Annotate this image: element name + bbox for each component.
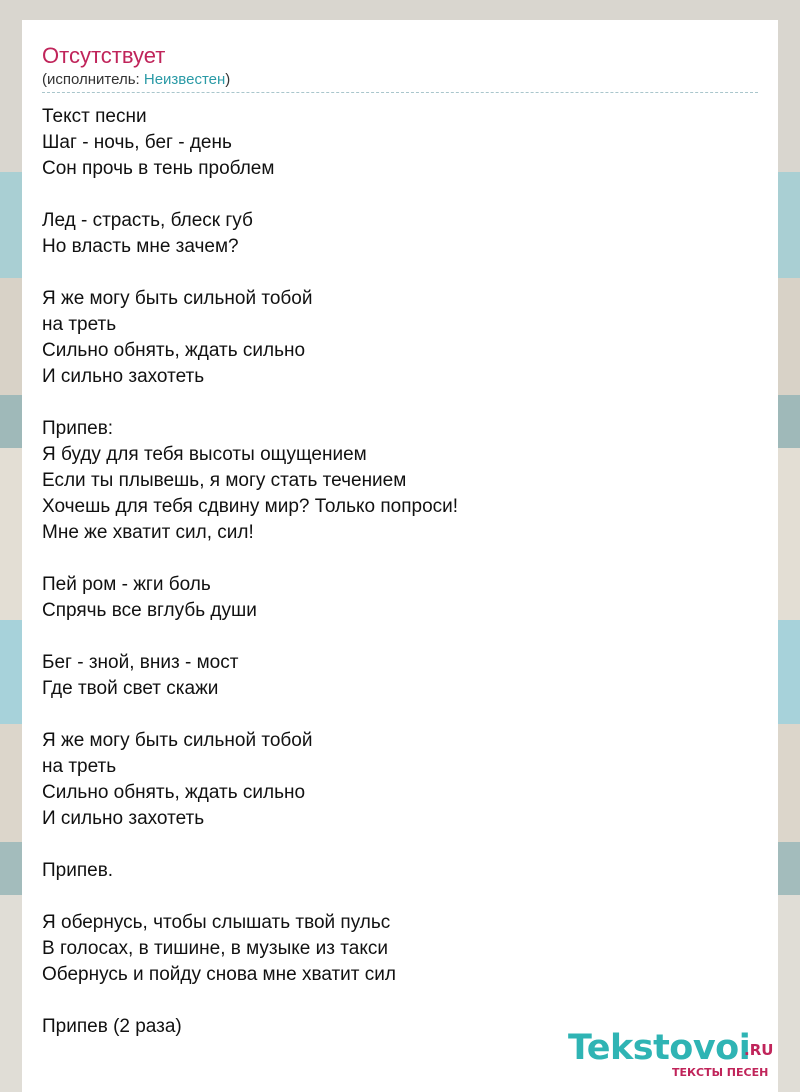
site-logo[interactable]	[568, 1026, 778, 1086]
lyric-line: И сильно захотеть	[42, 808, 205, 829]
lyric-line: Припев:	[42, 418, 114, 439]
lyric-line: Сон прочь в тень проблем	[42, 158, 275, 179]
lyric-line: Сильно обнять, ждать сильно	[42, 782, 306, 803]
lyric-line: Я буду для тебя высоты ощущением	[42, 444, 367, 465]
lyric-line: В голосах, в тишине, в музыке из такси	[42, 938, 388, 959]
lyric-line	[42, 182, 758, 208]
lyric-line: Мне же хватит сил, сил!	[42, 522, 254, 543]
lyric-line: Обернусь и пойду снова мне хватит сил	[42, 964, 396, 985]
lyric-line: Я обернусь, чтобы слышать твой пульс	[42, 912, 391, 933]
lyric-line: Шаг - ночь, бег - день	[42, 132, 232, 153]
logo-wordmark: Tekstovoi	[568, 1028, 751, 1068]
lyric-line: Спрячь все вглубь души	[42, 600, 257, 621]
performer-line	[42, 70, 758, 93]
lyric-line	[42, 832, 758, 858]
performer-prefix: (исполнитель:	[42, 71, 144, 88]
logo-domain: .RU	[744, 1041, 774, 1059]
lyric-line: Текст песни	[42, 106, 147, 127]
lyric-line: Припев (2 раза)	[42, 1016, 182, 1037]
lyrics-card	[22, 20, 778, 1092]
lyric-line: на треть	[42, 314, 117, 335]
lyric-line: на треть	[42, 756, 117, 777]
lyric-line: Сильно обнять, ждать сильно	[42, 340, 306, 361]
lyric-line: Припев.	[42, 860, 114, 881]
lyrics-text	[42, 104, 758, 1040]
performer-suffix: )	[225, 71, 231, 88]
lyric-line: Пей ром - жги боль	[42, 574, 211, 595]
lyric-line	[42, 546, 758, 572]
performer-link[interactable]: Неизвестен	[143, 71, 226, 88]
song-title: Отсутствует	[42, 43, 166, 68]
lyric-line: Я же могу быть сильной тобой	[42, 288, 313, 309]
lyric-line	[42, 884, 758, 910]
lyric-line: Где твой свет скажи	[42, 678, 219, 699]
lyric-line	[42, 702, 758, 728]
song-header	[42, 42, 758, 93]
lyric-line: Хочешь для тебя сдвину мир? Только попроси!	[42, 496, 459, 517]
lyric-line	[42, 624, 758, 650]
logo-tagline: ТЕКСТЫ ПЕСЕН	[672, 1066, 769, 1079]
lyric-line	[42, 988, 758, 1014]
lyric-line: И сильно захотеть	[42, 366, 205, 387]
lyric-line	[42, 390, 758, 416]
lyric-line: Бег - зной, вниз - мост	[42, 652, 239, 673]
lyric-line	[42, 260, 758, 286]
lyric-line: Лед - страсть, блеск губ	[42, 210, 253, 231]
lyric-line: Но власть мне зачем?	[42, 236, 239, 257]
lyric-line: Если ты плывешь, я могу стать течением	[42, 470, 407, 491]
lyric-line: Я же могу быть сильной тобой	[42, 730, 313, 751]
